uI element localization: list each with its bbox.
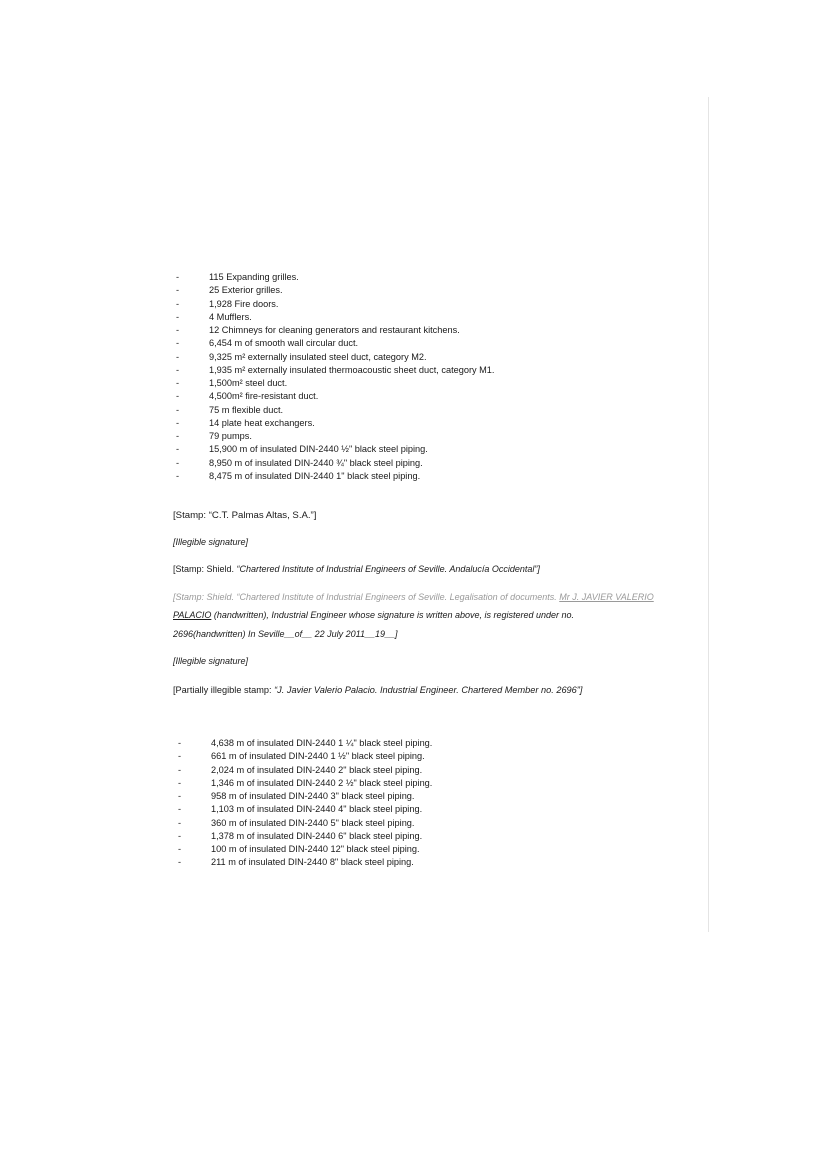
list-item-text: 79 pumps.	[209, 431, 252, 441]
stamp-palmas-altas: [Stamp: “C.T. Palmas Altas, S.A.”]	[173, 510, 317, 521]
page-right-edge-line	[708, 97, 709, 932]
list-item	[173, 443, 494, 456]
list-item	[173, 324, 494, 337]
list-item-text: 4 Mufflers.	[209, 311, 252, 322]
bullet-dash: -	[176, 311, 180, 322]
bullet-dash: -	[176, 457, 180, 468]
legalisation-line-2	[173, 609, 574, 621]
list-item-text: 8,950 m of insulated DIN-2440 ¾" black steel piping.	[209, 457, 423, 468]
equipment-list-1	[173, 271, 494, 483]
list-item-text: 115 Expanding grilles.	[209, 272, 299, 282]
list-item-text: 8,475 m of insulated DIN-2440 1" black steel piping.	[209, 470, 421, 481]
list-item-text: 14 plate heat exchangers.	[209, 417, 315, 428]
list-item-text: 1,346 m of insulated DIN-2440 2 ½" black steel piping.	[211, 777, 433, 788]
bullet-dash: -	[178, 857, 182, 868]
list-item	[173, 390, 494, 403]
bullet-dash: -	[176, 431, 180, 441]
bullet-dash: -	[176, 325, 180, 335]
list-item	[173, 298, 494, 311]
legalisation-line-1	[173, 591, 654, 603]
list-item-text: 9,325 m² externally insulated steel duct, category M2.	[209, 351, 427, 362]
stamp-institute-name: “Chartered Institute of Industrial Engineers of Seville. Andalucía Occidental”]	[236, 564, 540, 574]
bullet-dash: -	[176, 338, 180, 349]
bullet-dash: -	[176, 404, 180, 415]
bullet-dash: -	[178, 764, 182, 775]
stamp-prefix: [Partially illegible stamp:	[173, 685, 275, 695]
list-item	[173, 364, 494, 377]
equipment-list-2	[175, 737, 432, 870]
illegible-signature-2: [Illegible signature]	[173, 656, 249, 666]
list-item	[173, 430, 494, 443]
list-item-text: 25 Exterior grilles.	[209, 285, 283, 296]
bullet-dash: -	[176, 272, 180, 282]
list-item	[173, 457, 494, 470]
list-item	[173, 311, 494, 324]
list-item	[175, 737, 432, 750]
list-item	[175, 777, 432, 790]
bullet-dash: -	[176, 364, 180, 375]
list-item-text: 4,638 m of insulated DIN-2440 1 ¼" black steel piping.	[211, 738, 433, 748]
stamp-prefix: [Stamp: Shield.	[173, 564, 237, 574]
bullet-dash: -	[176, 298, 180, 309]
illegible-signature-1: [Illegible signature]	[173, 537, 249, 547]
bullet-dash: -	[176, 470, 180, 481]
list-item-text: 100 m of insulated DIN-2440 12" black steel piping.	[211, 844, 420, 854]
bullet-dash: -	[176, 417, 180, 428]
list-item-text: 12 Chimneys for cleaning generators and restaurant kitchens.	[209, 325, 460, 335]
bullet-dash: -	[178, 844, 182, 854]
list-item	[173, 404, 494, 417]
list-item-text: 1,935 m² externally insulated thermoacoustic sheet duct, category M1.	[209, 364, 495, 375]
engineer-name-part-2: PALACIO	[173, 610, 212, 620]
stamp-engineer-member	[173, 684, 582, 696]
list-item-text: 2,024 m of insulated DIN-2440 2" black steel piping.	[211, 764, 423, 775]
list-item	[175, 750, 432, 763]
list-item	[173, 337, 494, 350]
list-item	[173, 470, 494, 483]
stamp-engineer-text: “J. Javier Valerio Palacio. Industrial Engineer. Chartered Member no. 2696”]	[274, 685, 583, 695]
list-item	[173, 351, 494, 364]
list-item	[173, 417, 494, 430]
legalisation-text: [Stamp: Shield. “Chartered Institute of Industrial Engineers of Seville. Legalisation of documents.	[173, 592, 560, 602]
list-item	[175, 817, 432, 830]
list-item	[173, 377, 494, 390]
list-item-text: 15,900 m of insulated DIN-2440 ½" black steel piping.	[209, 444, 428, 455]
bullet-dash: -	[178, 751, 182, 762]
stamp-chartered-institute	[173, 563, 540, 575]
list-item-text: 211 m of insulated DIN-2440 8" black steel piping.	[211, 857, 414, 868]
bullet-dash: -	[178, 830, 182, 841]
list-item-text: 1,103 m of insulated DIN-2440 4" black steel piping.	[211, 804, 423, 815]
list-item-text: 360 m of insulated DIN-2440 5" black steel piping.	[211, 817, 415, 828]
list-item	[173, 284, 494, 297]
list-item	[175, 764, 432, 777]
bullet-dash: -	[178, 791, 182, 801]
list-item-text: 6,454 m of smooth wall circular duct.	[209, 338, 359, 349]
bullet-dash: -	[178, 804, 182, 815]
list-item	[175, 830, 432, 843]
list-item-text: 75 m flexible duct.	[209, 404, 284, 415]
list-item-text: 958 m of insulated DIN-2440 3" black steel piping.	[211, 791, 415, 801]
legalisation-line-3: 2696(handwritten) In Seville__of__ 22 July 2011__19__]	[173, 629, 398, 639]
list-item-text: 661 m of insulated DIN-2440 1 ½" black steel piping.	[211, 751, 425, 762]
bullet-dash: -	[178, 738, 182, 748]
list-item	[175, 843, 432, 856]
bullet-dash: -	[176, 351, 180, 362]
bullet-dash: -	[178, 777, 182, 788]
list-item	[173, 271, 494, 284]
list-item	[175, 790, 432, 803]
bullet-dash: -	[176, 391, 180, 402]
legalisation-registration-text: (handwritten), Industrial Engineer whose signature is written above, is registered under no.	[211, 610, 575, 620]
bullet-dash: -	[176, 444, 180, 455]
list-item-text: 1,928 Fire doors.	[209, 298, 279, 309]
list-item-text: 4,500m² fire-resistant duct.	[209, 391, 319, 402]
engineer-name-part-1: Mr J. JAVIER VALERIO	[559, 592, 654, 602]
bullet-dash: -	[178, 817, 182, 828]
list-item	[175, 856, 432, 869]
bullet-dash: -	[176, 285, 180, 296]
bullet-dash: -	[176, 378, 180, 388]
list-item-text: 1,378 m of insulated DIN-2440 6" black steel piping.	[211, 830, 423, 841]
list-item-text: 1,500m² steel duct.	[209, 378, 288, 388]
list-item	[175, 803, 432, 816]
